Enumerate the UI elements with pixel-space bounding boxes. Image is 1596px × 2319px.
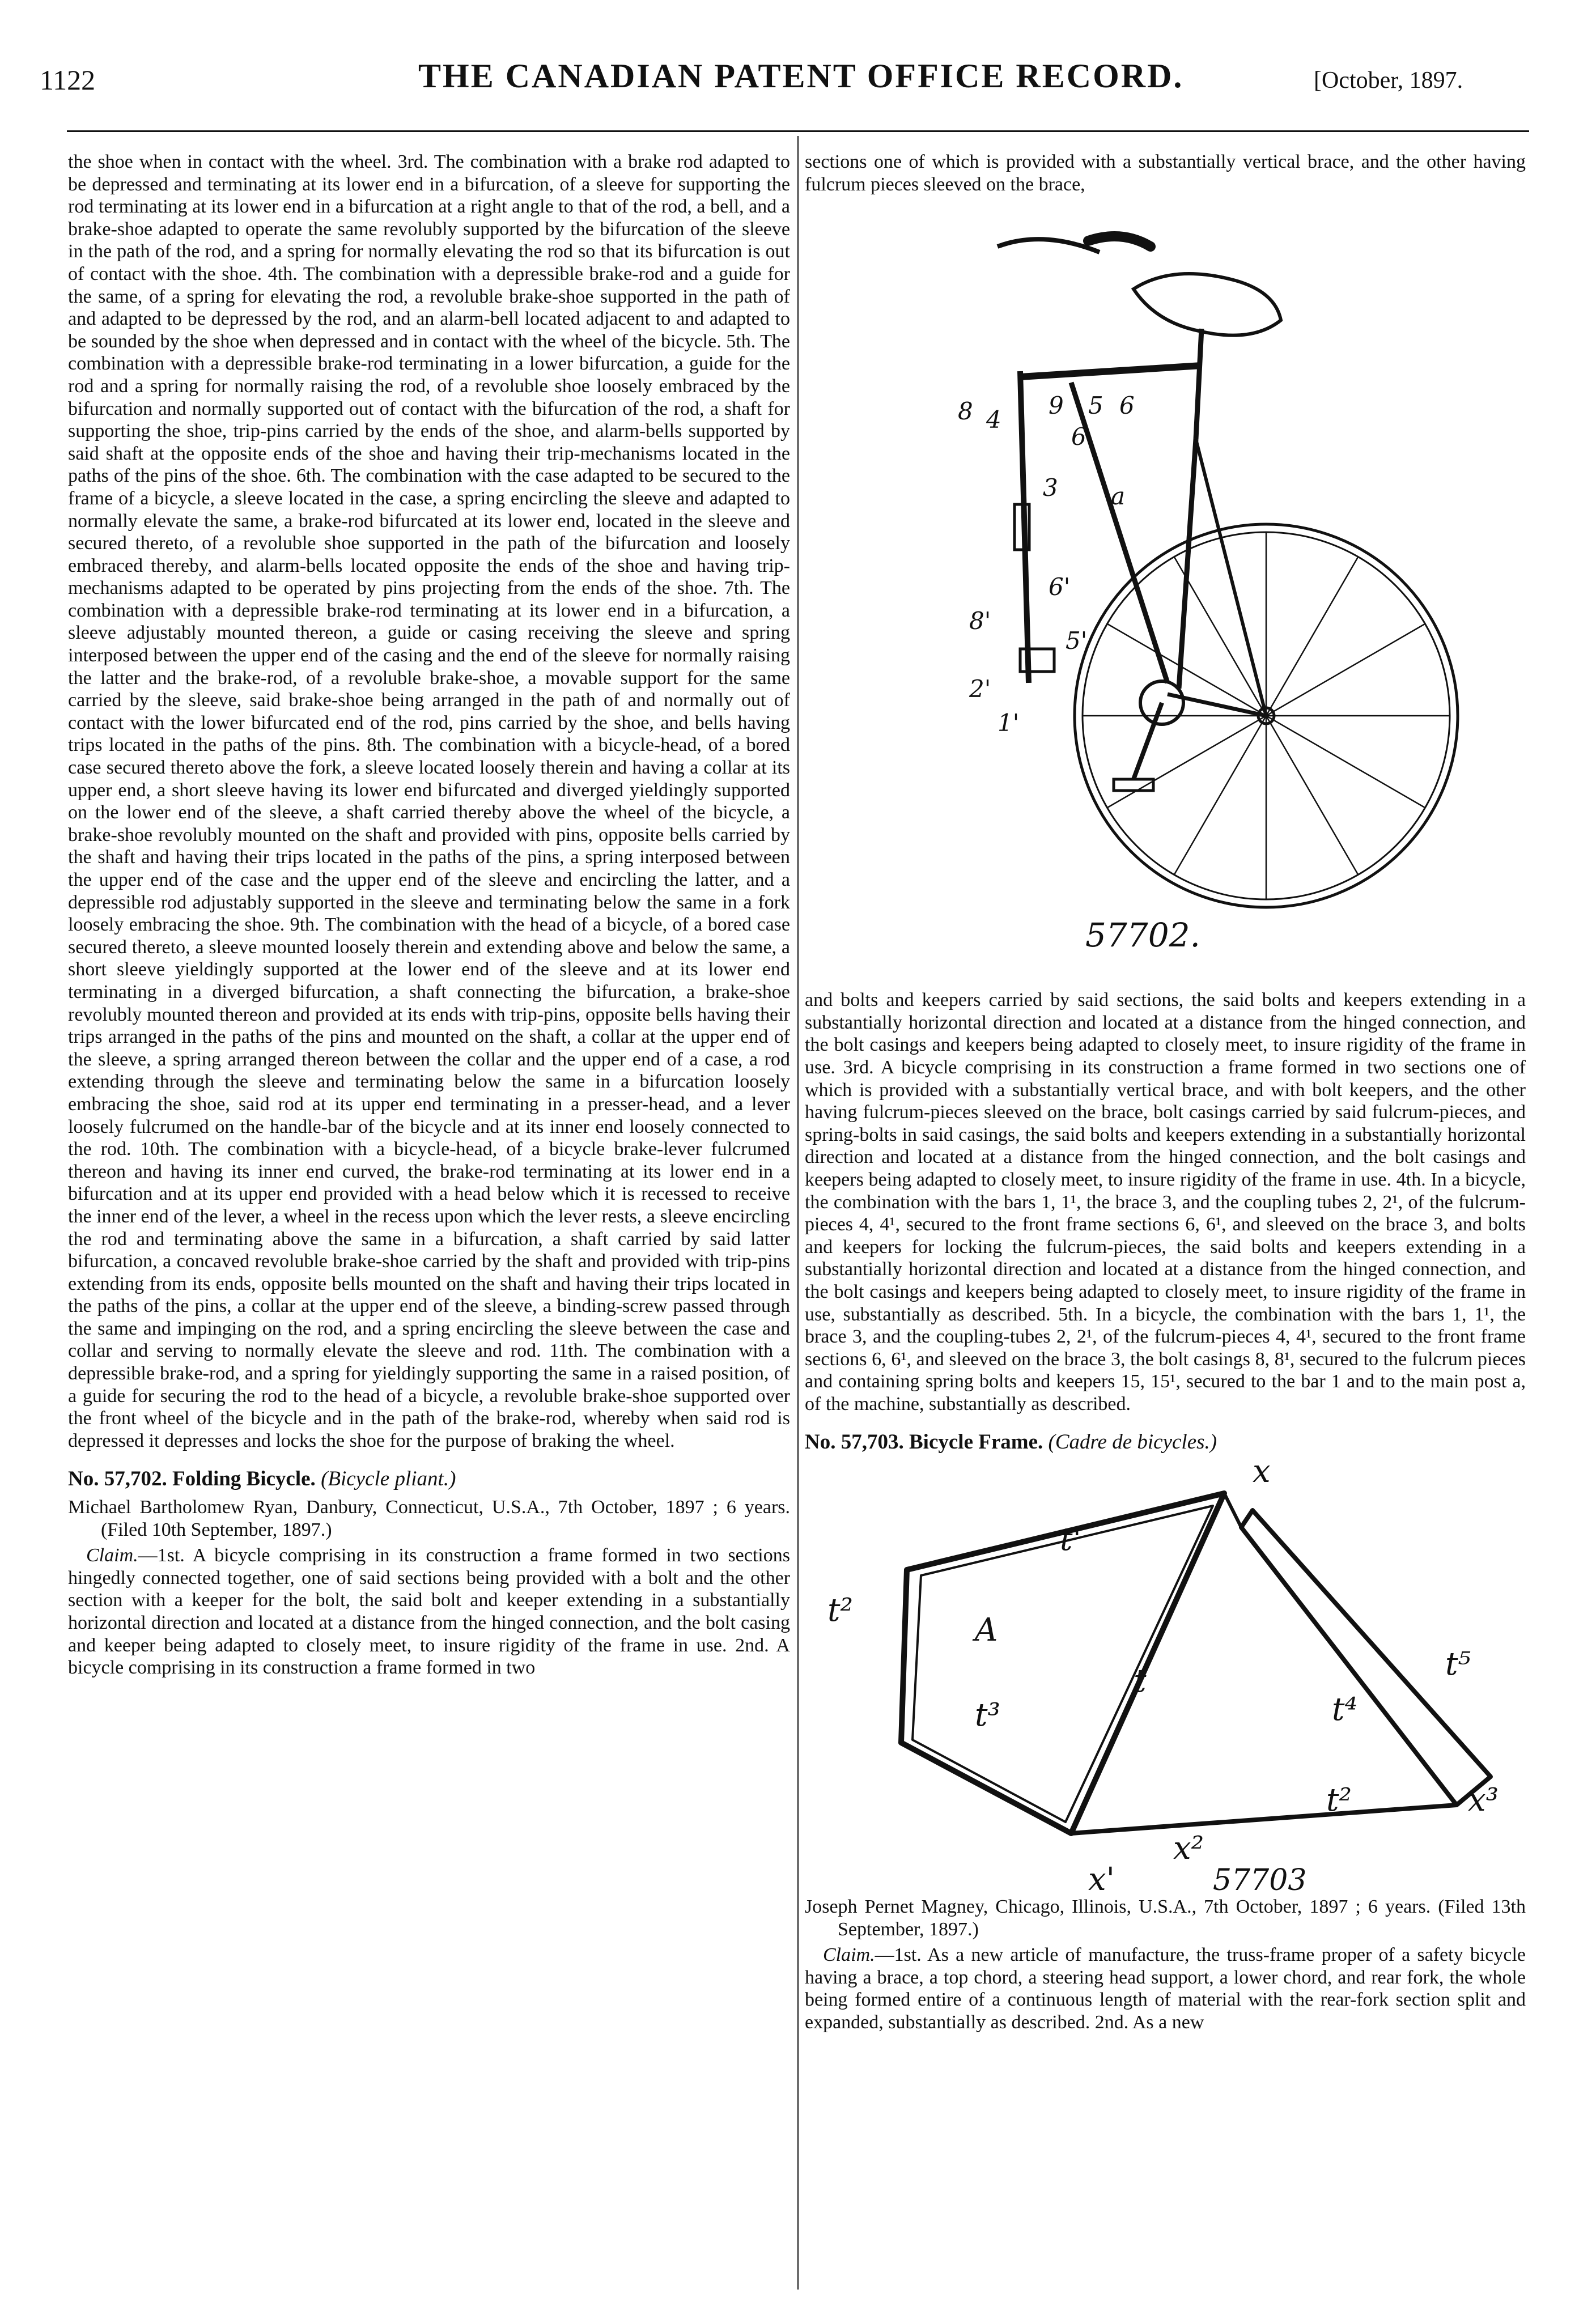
page-header	[0, 0, 1596, 130]
fig-label: t⁵	[1445, 1646, 1471, 1683]
fig-label: 2'	[969, 675, 991, 703]
claim-paragraph	[68, 1544, 790, 1679]
fork-joint	[1224, 1493, 1241, 1527]
seat-stay	[1196, 439, 1266, 716]
invention-name: Folding Bicycle.	[172, 1467, 316, 1491]
fig-label: t	[1134, 1663, 1147, 1700]
fig-label: x²	[1173, 1830, 1204, 1867]
fig-label: a	[1111, 482, 1126, 511]
journal-title: THE CANADIAN PATENT OFFICE RECORD.	[418, 57, 1184, 95]
claims-continuation-bottom: and bolts and keepers carried by said sections, the said bolts and keepers extending in a substantially horizontal direction and located at a distance from the hinged connection, and the bolt casings and keepers being adapted to closely meet, to insure rigidity of the frame in use. 3rd. A bicycle comprising in its construction a frame formed in two sections one of which is provided with a substantially vertical brace, and with bolt keepers, and the other having fulcrum-pieces sleeved on the brace, bolt casings carried by said fulcrum-pieces, and spring-bolts in said casings, the said bolts and keepers extending in a substantially horizontal direction and located at a distance from the hinged connection, and the bolt casings and keepers being adapted to closely meet, to insure rigidity of the frame in use. 4th. In a bicycle, the combination with the bars 1, 1¹, the brace 3, and the coupling tubes 2, 2¹, of the fulcrum-pieces 4, 4¹, secured to the front frame sections 6, 6¹, and sleeved on the brace 3, and bolts and keepers for locking the fulcrum-pieces, the said bolts and keepers extending in a substantially horizontal direction and located at a distance from the hinged connection, and the bolt casings and keepers being adapted to closely meet, to insure rigidity of the frame in use, substantially as described. 5th. In a bicycle, the combination with the bars 1, 1¹, the brace 3, and the coupling-tubes 2, 2¹, of the fulcrum-pieces 4, 4¹, secured to the front frame sections 6, 6¹, and sleeved on the brace 3, the bolt casings 8, 8¹, secured to the fulcrum pieces and containing spring bolts and keepers 15, 15¹, secured to the bar 1 and to the main post a, of the machine, substantially as described.	[805, 989, 1526, 1415]
fig-label: x	[1253, 1453, 1271, 1490]
top-bar	[1020, 366, 1202, 377]
fig-label: t⁴	[1332, 1691, 1357, 1728]
crank-arm	[1134, 703, 1162, 779]
fig-label: 8	[958, 397, 973, 426]
invention-name: Bicycle Frame.	[909, 1430, 1043, 1454]
figure-57703	[805, 1453, 1526, 1898]
fig-label: t'	[1060, 1521, 1081, 1558]
fig-label: 3	[1043, 474, 1058, 502]
fig-label: 6'	[1049, 573, 1071, 601]
saddle	[1134, 274, 1281, 335]
fig-label: t³	[975, 1697, 1000, 1734]
claim-paragraph	[805, 1944, 1526, 2033]
patent-entry-57702-title	[68, 1468, 790, 1490]
right-column	[805, 151, 1526, 2034]
french-title: (Cadre de bicycles.)	[1048, 1430, 1217, 1454]
fig-label: 9	[1049, 392, 1064, 420]
fig-label: x'	[1088, 1861, 1115, 1898]
header-rule	[67, 130, 1529, 132]
fig-label: 6	[1071, 423, 1086, 451]
applicant-info: Michael Bartholomew Ryan, Danbury, Connecticut, U.S.A., 7th October, 1897 ; 6 years. (Filed 10th September, 1897.)	[68, 1497, 790, 1540]
claim-text: —1st. A bicycle comprising in its construction a frame formed in two sections hingedly connected together, one of said sections being provided with a bolt and the other section with a keeper for the bolt, the said bolt and keeper extending in a substantially horizontal direction and located at a distance from the hinged connection, and the bolt casing and keeper being adapted to closely meet, to insure rigidity of the frame in use. 2nd. A bicycle comprising in its construction a frame formed in two	[68, 1545, 790, 1679]
fig-label: t²	[827, 1592, 853, 1629]
fig-label: 5	[1088, 392, 1103, 420]
fig-label: 8'	[969, 607, 991, 635]
fig-label: 1'	[998, 709, 1020, 737]
patent-entry-57703-title	[805, 1431, 1526, 1454]
fig-label: 4	[986, 406, 1001, 434]
figure-caption: 57703	[1213, 1863, 1307, 1898]
fig-label: 6	[1119, 392, 1135, 420]
fig-label: 5'	[1066, 627, 1088, 655]
bicycle-frame-drawing	[805, 1453, 1526, 1898]
patent-number: No. 57,702.	[68, 1467, 167, 1491]
handle-grip	[1088, 236, 1151, 247]
fig-label: t²	[1326, 1782, 1352, 1819]
fig-label: x³	[1468, 1782, 1499, 1819]
applicant-info: Joseph Pernet Magney, Chicago, Illinois, U.S.A., 7th October, 1897 ; 6 years. (Filed 13th September, 1897.)	[805, 1896, 1526, 1940]
claim-label: Claim.	[86, 1545, 138, 1566]
claim-text: —1st. As a new article of manufacture, the truss-frame proper of a safety bicycle having a brace, a top chord, a steering head support, a lower chord, and rear fork, the whole being formed entire of a continuous length of material with the rear-fork section split and expanded, substantially as described. 2nd. As a new	[805, 1944, 1526, 2033]
column-divider	[797, 136, 799, 2290]
page-number: 1122	[40, 64, 96, 96]
claim-label: Claim.	[823, 1944, 875, 1966]
claims-continuation-top: sections one of which is provided with a substantially vertical brace, and the other having fulcrum pieces sleeved on the brace,	[805, 151, 1526, 195]
seat-tube	[1179, 439, 1196, 689]
issue-date: [October, 1897.	[1314, 67, 1463, 94]
seat-post	[1196, 329, 1202, 439]
figure-57702	[805, 196, 1526, 955]
fig-label: A	[975, 1612, 998, 1649]
figure-caption: 57702.	[1085, 916, 1200, 955]
patent-number: No. 57,703.	[805, 1430, 904, 1454]
folding-bicycle-drawing	[805, 196, 1526, 955]
brace-post	[1020, 371, 1029, 683]
claims-continuation: the shoe when in contact with the wheel. 3rd. The combination with a brake rod adapted to be depressed and terminating at its lower end in a bifurcation, of a sleeve for supporting the rod terminating at its lower end in a bifurcation at a right angle to that of the rod, a bell, and a brake-shoe adapted to operate the same revolubly supported by the bifurcation of the sleeve in the path of the rod, and a spring for normally elevating the rod so that its bifurcation is out of contact with the shoe. 4th. The combination with a depressible brake-rod and a guide for the same, of a spring for elevating the rod, a revoluble brake-shoe supported in the path of and adapted to be depressed by the rod, and an alarm-bell located adjacent to and adapted to be sounded by the shoe when depressed and in contact with the wheel of the bicycle. 5th. The combination with a depressible brake-rod terminating in a lower bifurcation, a guide for the rod and a spring for normally raising the rod, of a revoluble shoe loosely embraced by the bifurcation and normally supported out of contact with the bifurcation of the rod, a shaft for supporting the shoe, trip-pins carried by the ends of the shoe, and alarm-bells supported by said shaft at the opposite ends of the shoe and having their trip-mechanisms located in the paths of the pins of the shoe. 6th. The combination with the case adapted to be secured to the frame of a bicycle, a sleeve located in the case, a spring encircling the sleeve and adapted to normally elevate the same, a brake-rod bifurcated at its lower end, located in the sleeve and secured thereto, of a revoluble shoe supported in the path of the bifurcation and loosely embraced thereby, and alarm-bells located opposite the ends of the shoe and having trip-mechanisms adapted to be operated by pins projecting from the ends of the shoe. 7th. The combination with a depressible brake-rod terminating at its lower end in a bifurcation, a sleeve adjustably mounted thereon, a guide or casing receiving the sleeve and spring interposed between the upper end of the casing and the end of the sleeve for normally raising the latter and the brake-rod, of a revoluble brake-shoe, a movable support for the same carried by the sleeve, said brake-shoe being arranged in the path of and normally out of contact with the lower bifurcated end of the rod, pins carried by the shoe, and bells having trips located in the paths of the pins. 8th. The combination with a bicycle-head, of a bored case secured thereto above the fork, a sleeve located loosely therein and having a collar at its upper end, a short sleeve having its lower end bifurcated and diverged yieldingly supported on the lower end of the sleeve, a shaft carried thereby above the wheel of the bicycle, a brake-shoe revolubly mounted on the shaft and provided with pins, opposite bells carried by the shaft and having their trips located in the paths of the pins, a spring interposed between the upper end of the case and the upper end of the sleeve and encircling the latter, and a depressible rod adjustably supported in the sleeve and terminating below the same in a fork loosely embracing the shoe. 9th. The combination with the head of a bicycle, of a bored case secured thereto, a sleeve mounted loosely therein and extending above and below the same, a short sleeve yieldingly supported at the lower end of the sleeve and at its lower end terminating in a diverged bifurcation, a shaft connecting the bifurcation, a brake-shoe revolubly mounted thereon and provided at its ends with trip-pins, opposite bells having their trips arranged in the paths of the pins and mounted on the shaft, a collar at the upper end of the sleeve, a spring arranged thereon between the collar and the upper end of a case, a rod extending through the sleeve and terminating below the same in a bifurcation loosely embracing the shoe, said rod at its upper end terminating in a presser-head, and a lever loosely fulcrumed on the handle-bar of the bicycle and at its inner end loosely connected to the rod. 10th. The combination with a bicycle-head, of a bicycle brake-lever fulcrumed thereon and having its inner end curved, the brake-rod terminating at its lower end in a bifurcation and at its upper end provided with a head below which it is recessed to receive the inner end of the lever, a wheel in the recess upon which the lever rests, a sleeve encircling the rod and terminating above the same in a bifurcation, a shaft carried by said latter bifurcation, a concaved revoluble brake-shoe carried by the shaft and provided with trip-pins extending from its ends, opposite bells mounted on the shaft and having their trips located in the paths of the pins, a collar at the upper end of the sleeve, a binding-screw passed through the same and impinging on the rod, and a spring encircling the sleeve between the case and collar and serving to normally elevate the sleeve and rod. 11th. The combination with a depressible brake-rod, and a spring for yieldingly supporting the same in a raised position, of a guide for securing the rod to the head of a bicycle, a revoluble brake-shoe supported over the front wheel of the bicycle and in the path of the brake-rod, whereby when said rod is depressed it depresses and locks the shoe for the purpose of braking the wheel.	[68, 151, 790, 1451]
left-column	[68, 151, 790, 1679]
lower-chord	[1071, 1805, 1457, 1833]
french-title: (Bicycle pliant.)	[321, 1467, 456, 1491]
